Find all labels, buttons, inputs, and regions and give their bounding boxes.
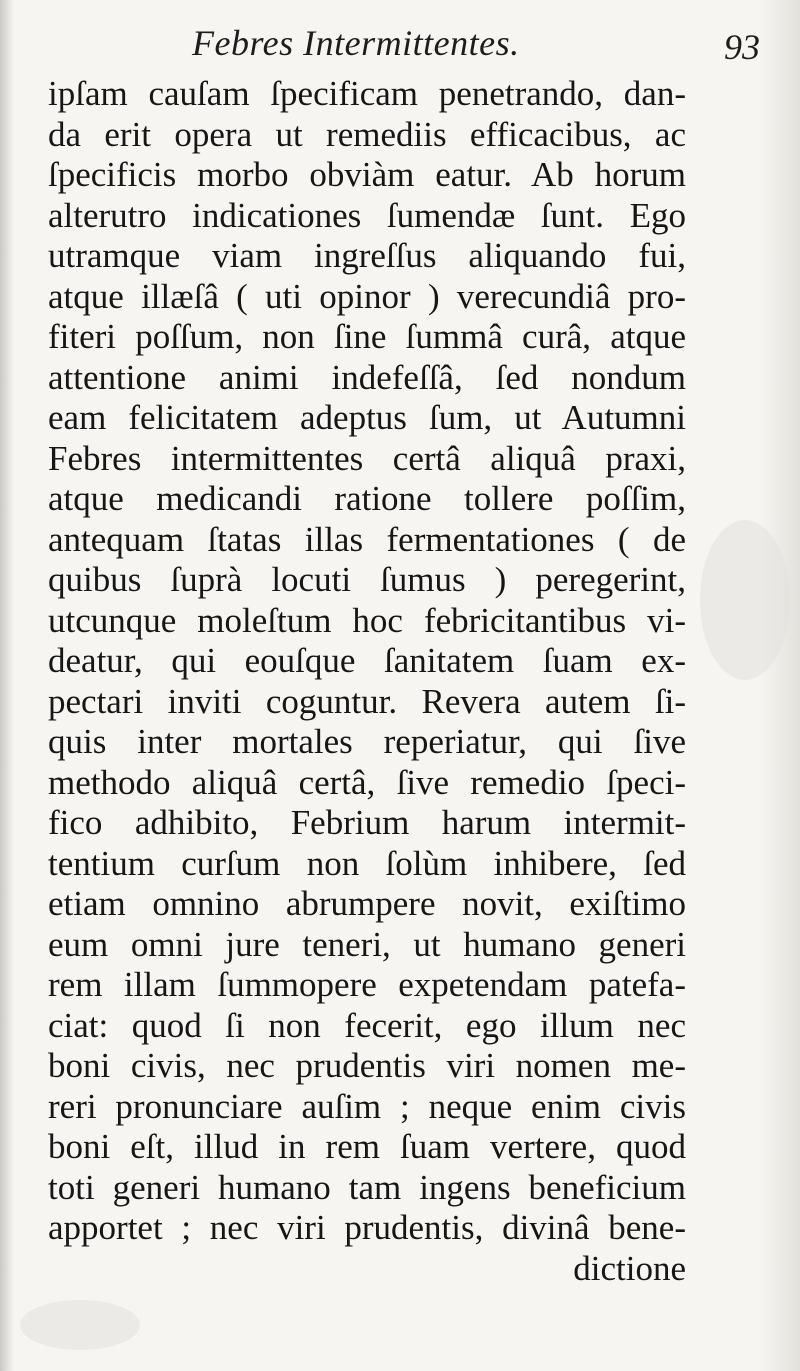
paper-stain <box>700 520 790 680</box>
text-line: boni eſt, illud in rem ſuam vertere, quod <box>48 1127 686 1166</box>
text-line: atque medicandi ratione tollere poſſim, <box>48 479 686 518</box>
paper-stain <box>20 1300 140 1350</box>
text-line: Febres intermittentes certâ aliquâ praxi, <box>48 438 686 478</box>
text-line: quis inter mortales reperiatur, qui ſive <box>48 722 686 761</box>
page-number: 93 <box>724 27 760 67</box>
text-line: pectari inviti coguntur. Revera autem ſi- <box>48 681 686 721</box>
text-line: utramque viam ingreſſus aliquando fui, <box>48 236 686 275</box>
text-line: antequam ſtatas illas fermentationes ( de <box>48 519 686 559</box>
catchword: dictione <box>573 1248 686 1288</box>
text-line: fiteri poſſum, non ſine ſummâ curâ, atque <box>48 317 686 356</box>
text-line: boni civis, nec prudentis viri nomen me- <box>48 1046 686 1085</box>
text-line: attentione animi indefeſſâ, ſed nondum <box>48 357 686 397</box>
text-line: ipſam cauſam ſpecificam penetrando, dan- <box>48 74 686 113</box>
text-line: eum omni jure teneri, ut humano generi <box>48 924 686 964</box>
text-line: methodo aliquâ certâ, ſive remedio ſpeci- <box>48 762 686 802</box>
text-line: utcunque moleſtum hoc febricitantibus vi- <box>48 600 686 640</box>
running-head: Febres Intermittentes. <box>192 23 520 63</box>
text-line: da erit opera ut remediis efficacibus, ac <box>48 114 686 154</box>
text-line: deatur, qui eouſque ſanitatem ſuam ex- <box>48 641 686 680</box>
text-line: apportet ; nec viri prudentis, divinâ bene- <box>48 1208 686 1247</box>
text-line: reri pronunciare auſim ; neque enim civis <box>48 1086 686 1126</box>
text-line: toti generi humano tam ingens beneficium <box>48 1167 686 1207</box>
body-text <box>48 74 686 1289</box>
text-line: alterutro indicationes ſumendæ ſunt. Ego <box>48 195 686 235</box>
text-line: quibus ſuprà locuti ſumus ) peregerint, <box>48 560 686 599</box>
text-line: eam felicitatem adeptus ſum, ut Autumni <box>48 398 686 437</box>
text-line: atque illæſâ ( uti opinor ) verecundiâ pro- <box>48 276 686 316</box>
text-line: ſpecificis morbo obviàm eatur. Ab horum <box>48 155 686 194</box>
text-line: rem illam ſummopere expetendam patefa- <box>48 965 686 1004</box>
text-line: fico adhibito, Febrium harum intermit- <box>48 803 686 842</box>
text-line: tentium curſum non ſolùm inhibere, ſed <box>48 843 686 883</box>
text-line: etiam omnino abrumpere novit, exiſtimo <box>48 884 686 923</box>
text-line: ciat: quod ſi non fecerit, ego illum nec <box>48 1005 686 1045</box>
